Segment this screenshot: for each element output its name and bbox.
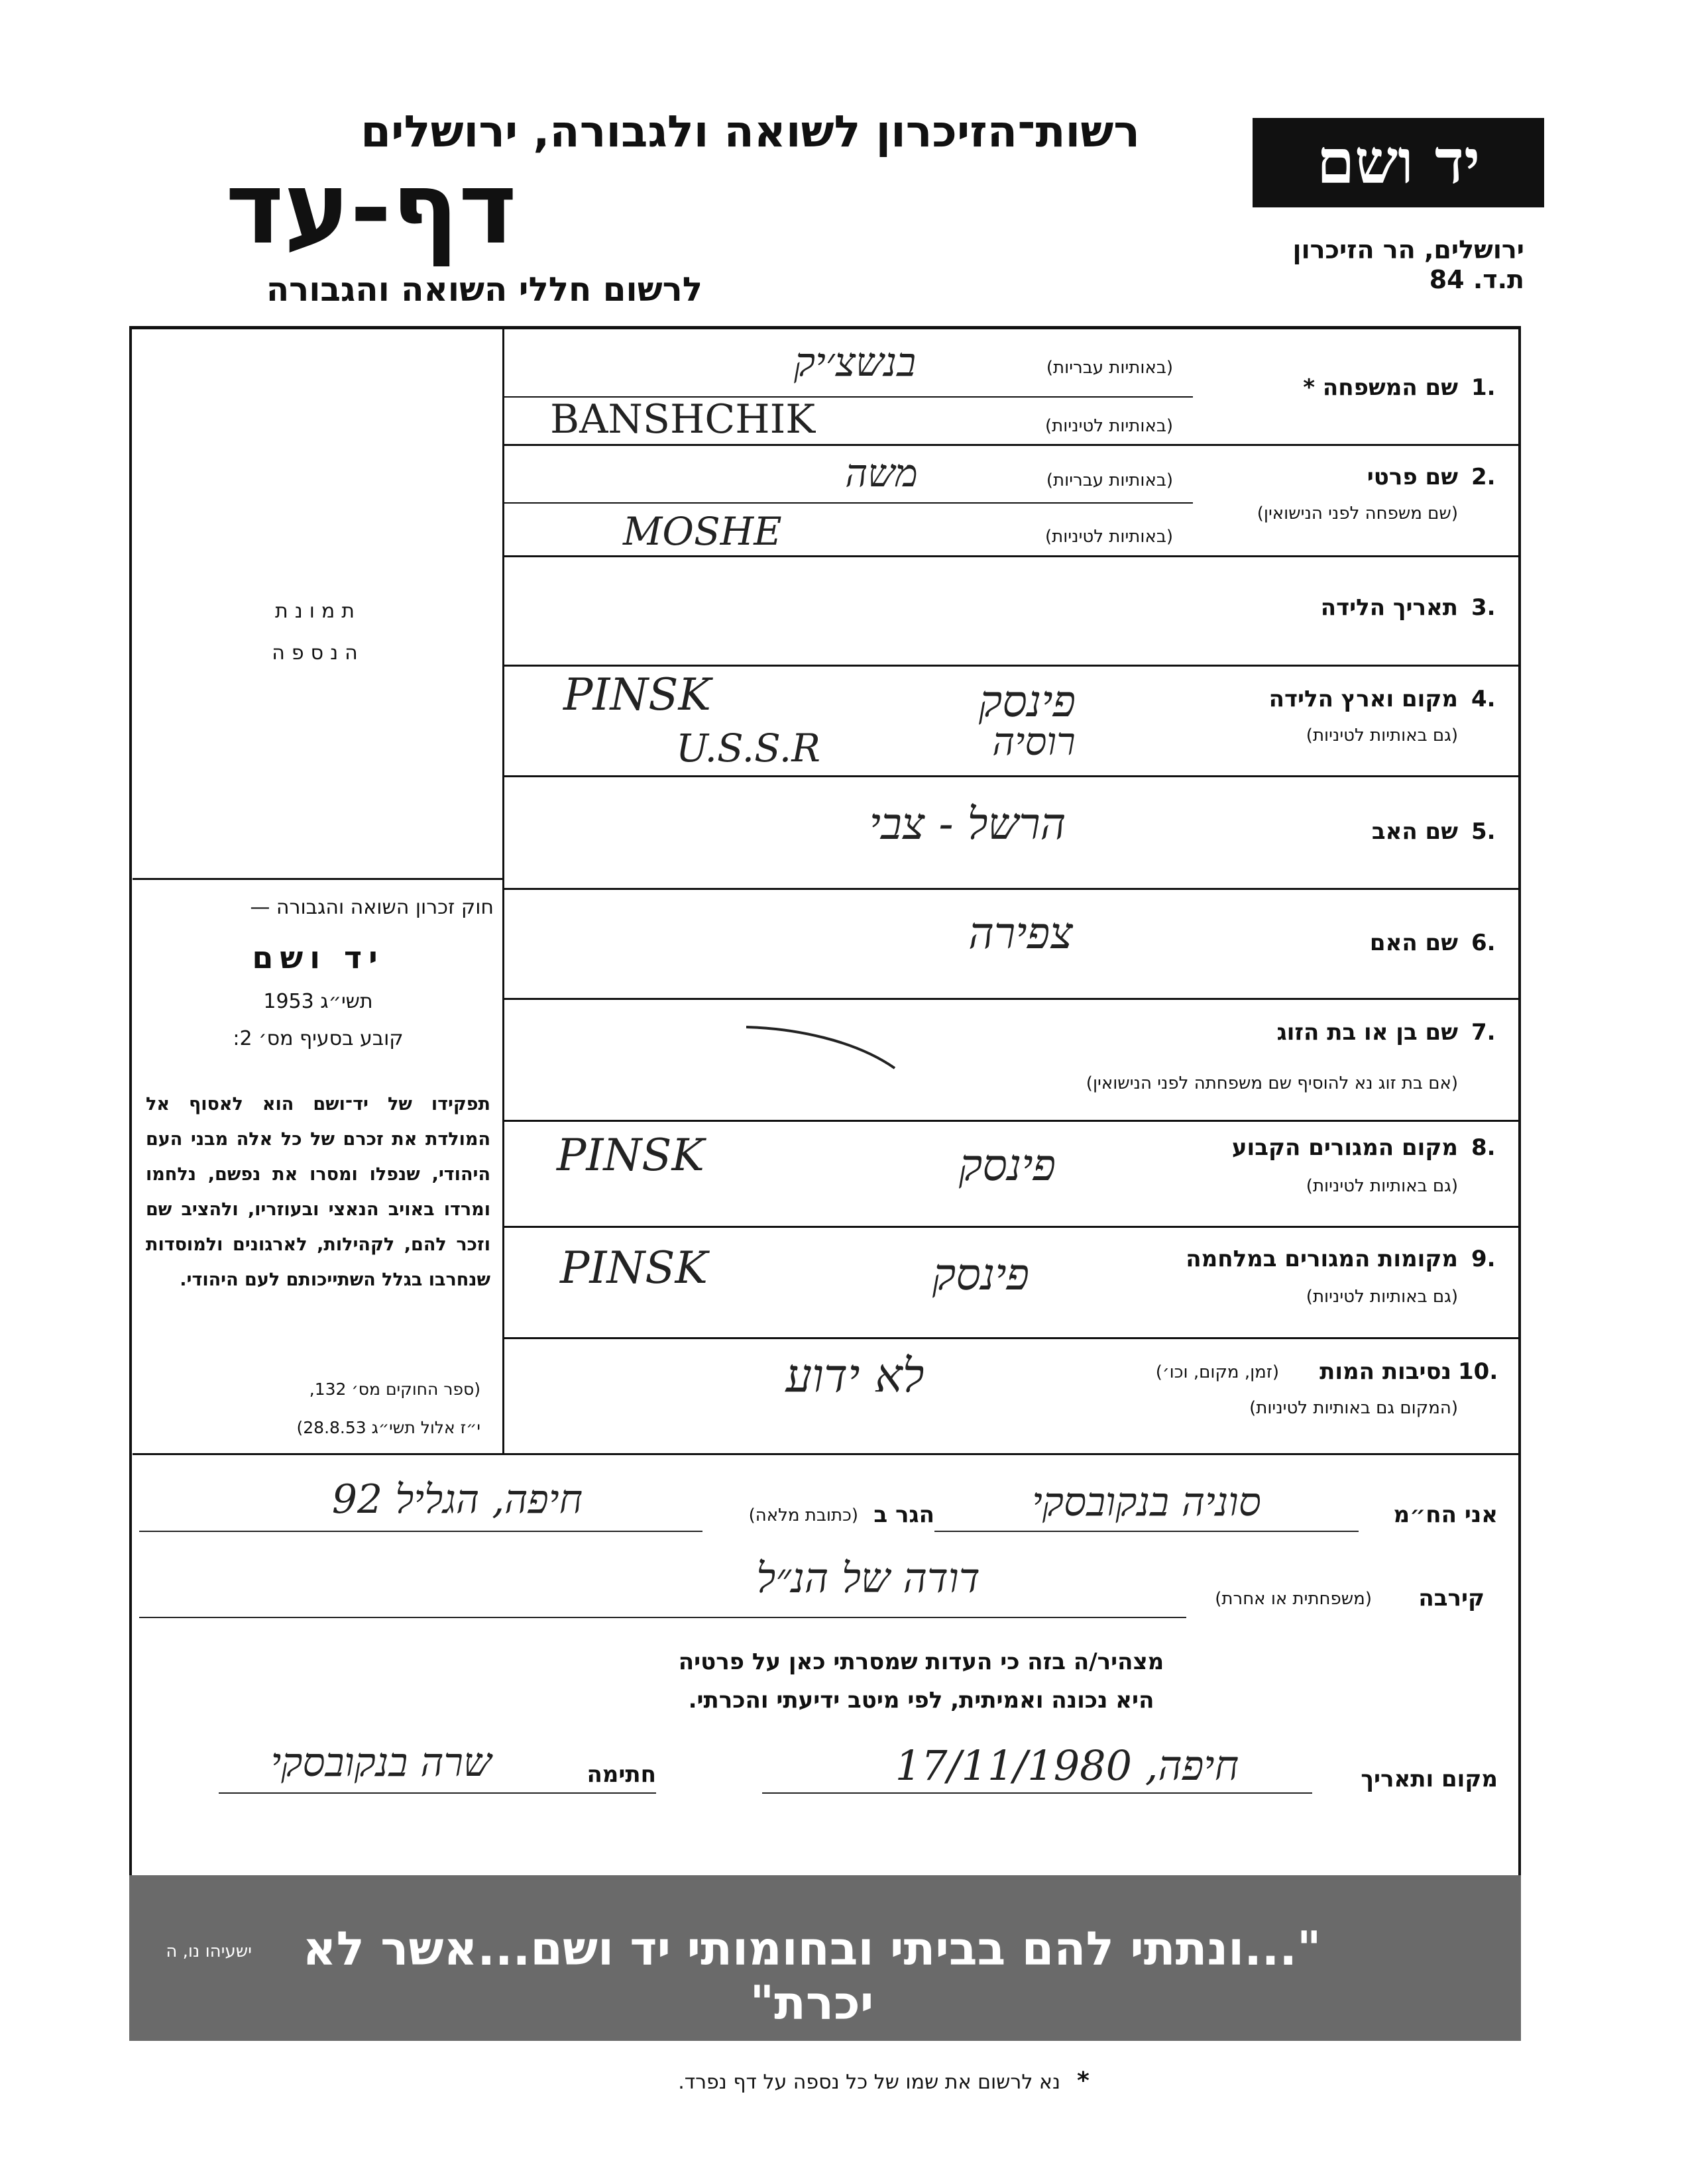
field-1-number: 1. — [1471, 374, 1496, 401]
divider-7 — [504, 1120, 1521, 1122]
field-2-label: שם פרטי — [1367, 464, 1458, 490]
field-8-number: 8. — [1471, 1134, 1496, 1161]
quote-banner — [129, 1875, 1521, 2041]
place-date-label: מקום ותאריך — [1361, 1766, 1498, 1792]
logo-text: יד ושם — [1316, 126, 1481, 197]
declaration-address-value[interactable]: חיפה, הגליל 92 — [331, 1476, 583, 1523]
declaration-relation-label: קירבה — [1418, 1585, 1485, 1611]
field-1-value-hebrew[interactable]: בנשצ׳יק — [793, 339, 917, 386]
law-heading: חוק זכרון השואה והגבורה — — [250, 896, 494, 919]
banner-quote: "...ונתתי להם בביתי ובחומותי יד ושם...אשר לא יכרת" — [302, 1922, 1321, 2030]
divider-3 — [504, 665, 1521, 667]
field-10-note: (המקום גם באותיות לטיניות) — [1249, 1398, 1458, 1418]
law-body: תפקידו של יד־ושם הוא לאסוף אל המולדת את זכרם של כל אלה מבני העם היהודי, שנפלו ומסרו את נפשם, נלחמו ומרדו באויב הנאצי ובעוזריו, ולהציב שם וזכר להם, לקהילות, לארגונים ולמוסדות שנחרבו בגלל השתייכותם לעם היהודי. — [146, 1094, 490, 1290]
place-date-value[interactable]: חיפה, 17/11/1980 — [895, 1741, 1239, 1790]
field-2-number: 2. — [1471, 464, 1496, 490]
field-2-note: (שם משפחה לפני הנישואין) — [1257, 504, 1458, 523]
left-column-divider — [502, 328, 504, 1454]
address-line-2: ת.ד. 84 — [1429, 265, 1524, 294]
law-clause: קובע בסעיף מס׳ 2: — [233, 1027, 404, 1050]
field-8-value-hebrew[interactable]: פינסק — [958, 1140, 1056, 1191]
field-7-label: שם בן או בת הזוג — [1276, 1019, 1458, 1046]
field-10-label: נסיבות המות — [1319, 1358, 1451, 1385]
photo-label-2: הנספה — [272, 641, 364, 665]
form-subtitle: לרשום חללי השואה והגבורה — [266, 270, 702, 309]
field-10-label-extra: (זמן, מקום, וכו׳) — [1155, 1362, 1279, 1382]
field-7-dash-stroke — [742, 1020, 901, 1073]
divider-9 — [504, 1337, 1521, 1339]
field-3-label: תאריך הלידה — [1320, 594, 1458, 621]
field-6-label: שם האם — [1369, 930, 1458, 956]
divider-5 — [504, 888, 1521, 890]
field-4-value-hebrew[interactable]: פינסק — [978, 676, 1076, 727]
field-2-hint-hebrew: (באותיות עבריות) — [1046, 470, 1173, 490]
field-7-number: 7. — [1471, 1019, 1496, 1046]
divider-2 — [504, 555, 1521, 557]
declaration-statement-2: היא נכונה ואמיתית, לפי מיטב ידיעתי והכרתי. — [688, 1687, 1154, 1714]
declaration-statement-1: מצהיר/ה בזה כי העדות שמסרתי כאן על פרטיה — [678, 1649, 1164, 1675]
declaration-lives-label: הגר ב — [873, 1502, 934, 1528]
field-6-value-hebrew[interactable]: צפירה — [968, 908, 1073, 959]
law-year: תשי״ג 1953 — [263, 990, 373, 1013]
yad-vashem-logo — [1253, 118, 1544, 207]
field-2-hint-latin: (באותיות לטיניות) — [1045, 527, 1173, 547]
declaration-full-address-label: (כתובת מלאה) — [748, 1505, 858, 1525]
signature-value[interactable]: שרה בנקובסקי — [270, 1739, 492, 1786]
declaration-relation-hint: (משפחתית או אחרת) — [1215, 1589, 1372, 1609]
field-4-value-hebrew-2[interactable]: רוסיה — [992, 719, 1076, 764]
law-box-top — [133, 878, 502, 880]
field-4-label: מקום וארץ הלידה — [1268, 686, 1458, 712]
field-6-number: 6. — [1471, 930, 1496, 956]
field-8-note: (גם באותיות לטיניות) — [1306, 1176, 1458, 1196]
declaration-name-value[interactable]: סוניה בנקובסקי — [1032, 1479, 1261, 1525]
declaration-address-line — [139, 1531, 702, 1532]
divider-2a — [504, 502, 1193, 504]
field-9-label: מקומות המגורים במלחמה — [1186, 1246, 1458, 1272]
field-7-note: (אם בת זוג נא להוסיף שם משפחתה לפני הנישואין) — [1086, 1073, 1458, 1093]
divider-4 — [504, 775, 1521, 777]
divider-6 — [504, 998, 1521, 1000]
authority-heading: רשות־הזיכרון לשואה ולגבורה, ירושלים — [361, 106, 1140, 157]
field-1-label: שם המשפחה * — [1303, 374, 1458, 401]
address-line-1: ירושלים, הר הזיכרון — [1292, 235, 1524, 264]
field-4-value-latin[interactable]: PINSK — [563, 669, 711, 720]
field-4-number: 4. — [1471, 686, 1496, 712]
field-5-value-hebrew[interactable]: הרשל - צבי — [869, 798, 1066, 849]
field-2-value-latin[interactable]: MOSHE — [623, 509, 782, 554]
field-9-note: (גם באותיות לטיניות) — [1306, 1287, 1458, 1307]
field-4-note: (גם באותיות לטיניות) — [1306, 726, 1458, 745]
declaration-i-label: אני הח״מ — [1393, 1502, 1498, 1528]
field-8-label: מקום המגורים הקבוע — [1231, 1134, 1458, 1161]
field-1-value-latin[interactable]: BANSHCHIK — [550, 396, 816, 443]
law-date: י״ז אלול תשי״ג 28.8.53) — [296, 1418, 480, 1437]
field-3-number: 3. — [1471, 594, 1496, 621]
declaration-relation-value[interactable]: דודה של הנ״ל — [756, 1554, 980, 1602]
field-5-label: שם האב — [1371, 818, 1458, 845]
field-9-value-hebrew[interactable]: פינסק — [932, 1249, 1030, 1300]
field-9-value-latin[interactable]: PINSK — [560, 1242, 708, 1293]
field-2-value-hebrew[interactable]: משה — [845, 451, 918, 496]
field-1-hint-hebrew: (באותיות עבריות) — [1046, 358, 1173, 378]
divider-10 — [133, 1453, 1521, 1455]
signature-label: חתימה — [587, 1761, 656, 1788]
divider-8 — [504, 1226, 1521, 1228]
field-10-value-hebrew[interactable]: לא ידוע — [785, 1348, 925, 1403]
declaration-name-line — [934, 1531, 1359, 1532]
law-source: (ספר החוקים מס׳ 132, — [309, 1380, 480, 1399]
law-name: יד ושם — [252, 940, 384, 975]
photo-label-1: תמונת — [275, 600, 361, 623]
divider-1 — [504, 444, 1521, 446]
field-4-value-latin-2[interactable]: U.S.S.R — [676, 726, 820, 771]
field-10-number: 10. — [1458, 1358, 1498, 1385]
form-title: דף-עד — [225, 151, 517, 266]
declaration-relation-line — [139, 1617, 1186, 1618]
footnote-star: * — [1077, 2067, 1090, 2095]
field-9-number: 9. — [1471, 1246, 1496, 1272]
field-5-number: 5. — [1471, 818, 1496, 845]
field-1-hint-latin: (באותיות לטיניות) — [1045, 416, 1173, 436]
field-8-value-latin[interactable]: PINSK — [557, 1130, 704, 1181]
footnote-text: נא לרשום את שמו של כל נספה על דף נפרד. — [678, 2071, 1060, 2094]
place-date-line — [762, 1792, 1312, 1794]
signature-line — [219, 1792, 656, 1794]
banner-source: ישעיהו נו, ה — [166, 1941, 252, 1961]
